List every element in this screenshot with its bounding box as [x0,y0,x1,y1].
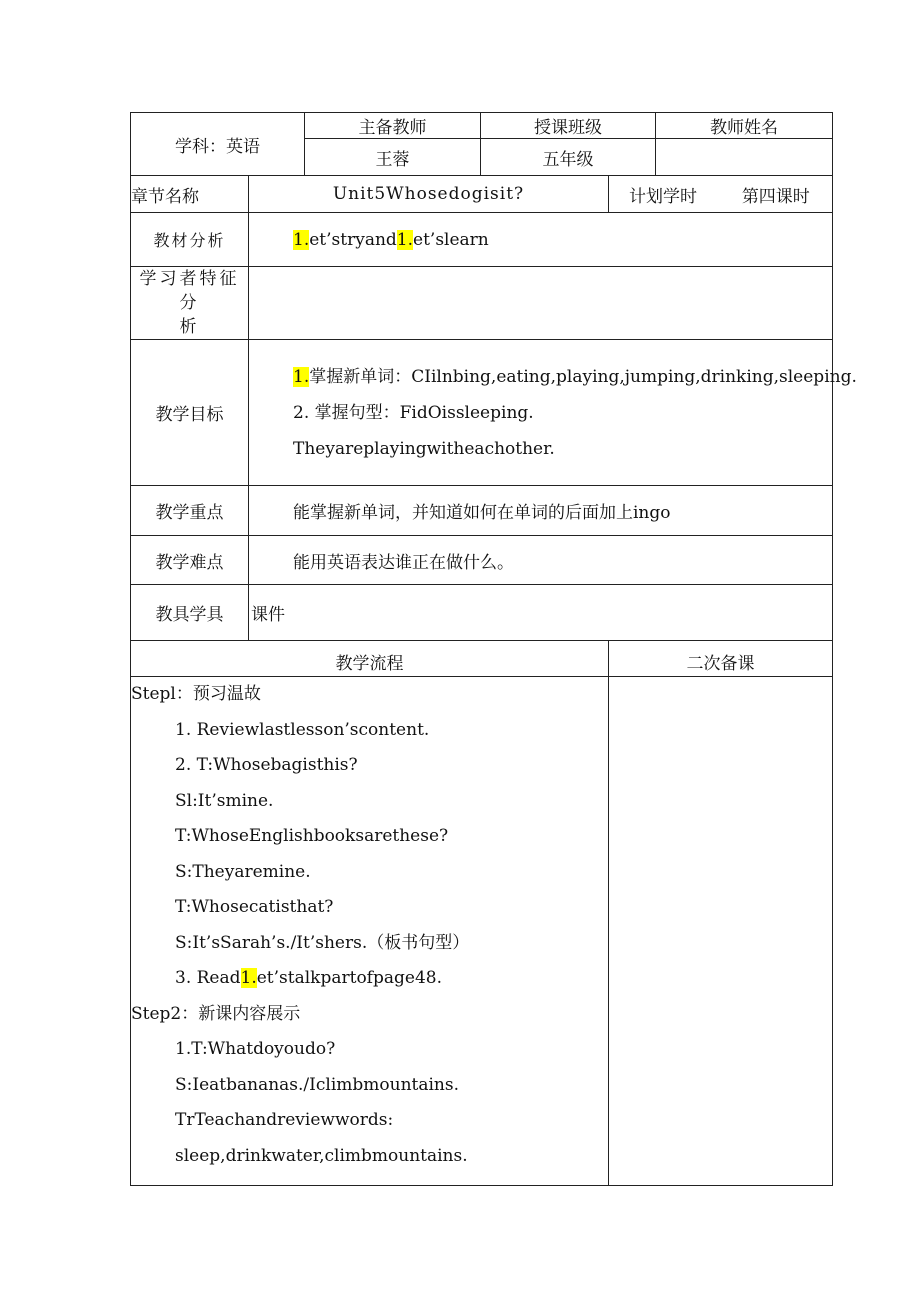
chapter-label [131,176,249,213]
difficulty-label: 教学难点 [131,536,249,585]
step2-line-2: S:Ieatbananas./Iclimbmountains. [175,1074,460,1095]
goals-content [249,340,857,486]
teacher-name-label: 教师姓名 [656,113,833,139]
step1-line-6: T:Whosecatisthat? [175,897,334,917]
learner-label-line1: 学习者特征分 [139,269,240,313]
material-label: 教材分析 [131,213,249,267]
class-value: 五年级 [481,139,656,176]
teacher-name-value [656,139,833,176]
step2-line-1: 1.T:Whatdoyoudo? [175,1039,336,1059]
lead-teacher-value: 王蓉 [305,139,481,176]
subject-cell: 学科：英语 [131,113,305,176]
hours-label: 计划学时 [629,186,697,207]
class-label: 授课班级 [481,113,656,139]
process-content [131,677,609,1186]
tools-label: 教具学具 [131,585,249,641]
difficulty-content: 能用英语表达谁正在做什么。 [249,536,833,585]
step1-line-1: 1. Reviewlastlesson’scontent. [175,719,430,740]
tools-content: 课件 [249,585,833,641]
key-content: 能掌握新单词，并知道如何在单词的后面加上ingo [249,486,833,536]
material-text-1: et’stryand [309,229,397,250]
step2-line-4: sleep,drinkwater,climbmountains. [175,1145,468,1166]
step2-line-3: TrTeachandreviewwords: [175,1110,394,1130]
goal-1 [293,359,857,395]
key-label: 教学重点 [131,486,249,536]
second-prep-content [609,677,833,1186]
step1-line-5: S:Theyaremine. [175,861,311,882]
step1-line-8b: et’stalkpartofpage48. [256,968,442,988]
step1-line-8 [131,961,608,997]
step1-line-2: 2. T:Whosebagisthis? [175,755,358,775]
step1-line-4: T:WhoseEnglishbooksarethese? [175,826,449,846]
step1-line-3: Sl:It’smine. [175,790,274,811]
goals-label: 教学目标 [131,340,249,486]
step1-line-8a: 3. Read [175,968,241,988]
goal-1-text: 掌握新单词：CIilnbing,eating,playing,jumping,drinking,sleeping. [309,366,857,387]
material-text-2: et’slearn [413,229,489,250]
material-highlight-1: 1. [293,229,310,250]
lesson-plan-table [130,112,857,1186]
lead-teacher-label: 主备教师 [305,113,481,139]
learner-label-line2: 析 [179,317,200,337]
goal-1-highlight: 1. [293,366,310,387]
chapter-name: Unit5Whosedogisit? [249,176,609,213]
chapter-hours-cell [609,176,833,213]
chapter-label-text: 章节名称 [131,186,199,207]
material-highlight-2: 1. [396,229,414,250]
hours-value: 第四课时 [741,186,810,207]
second-prep-header: 二次备课 [609,641,833,677]
step1-title: Stepl：预习温故 [131,684,261,704]
goal-2: 2. 掌握句型：FidOissleeping. [293,402,534,423]
step1-line-8-highlight: 1. [240,968,257,988]
learner-content [249,267,833,340]
material-content [249,213,833,267]
step1-line-7: S:It’sSarah’s./It’shers.（板书句型） [175,932,470,953]
step2-title: Step2：新课内容展示 [131,1003,301,1024]
learner-label [131,267,249,340]
process-header: 教学流程 [131,641,609,677]
goal-3: Theyareplayingwitheachother. [293,438,555,459]
